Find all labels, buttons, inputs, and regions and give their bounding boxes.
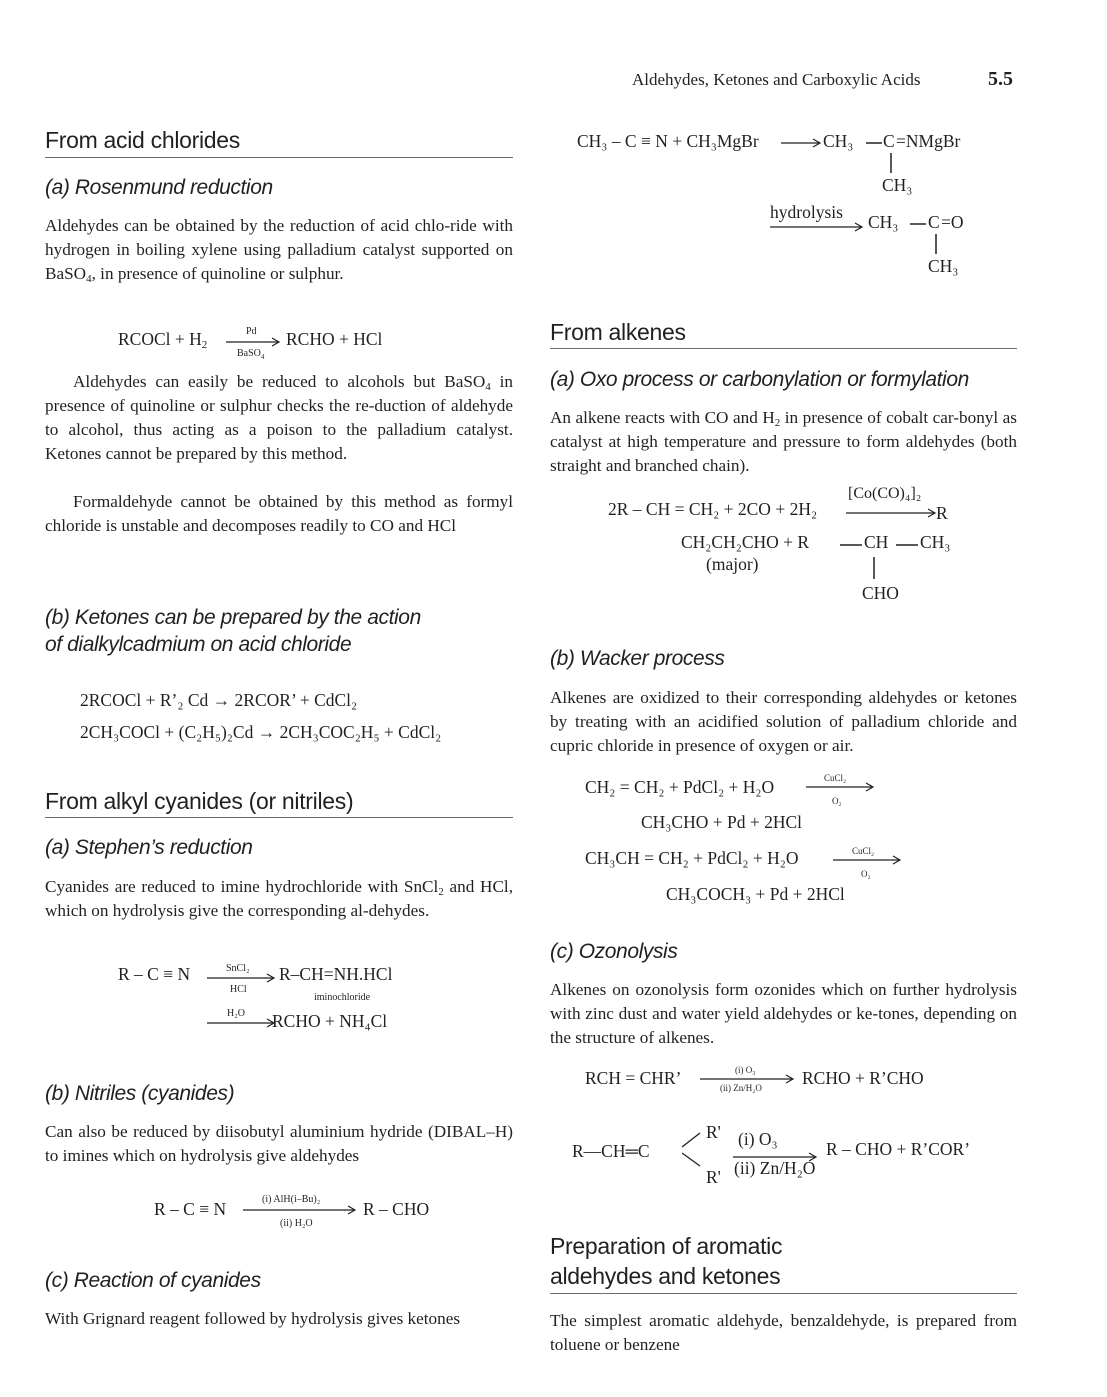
oxo-catalyst: [Co(CO)₄]₂ — [848, 485, 922, 502]
subsection-title-reaction-of-cyanides: (c) Reaction of cyanides — [45, 1269, 261, 1292]
section-title-aromatic: Preparation of aromatic aldehydes and ketones — [550, 1233, 783, 1289]
ozonolysis-equation-2-right: R – CHO + R’COR’ — [826, 1139, 971, 1159]
reaction-of-cyanides-paragraph: With Grignard reagent followed by hydrolysis gives ketones — [45, 1309, 461, 1328]
bond-line — [840, 543, 862, 547]
oxo-paragraph: An alkene reacts with CO and $H_2$ in presence of cobalt car-bonyl as catalyst at high temperature and pressure to form aldehydes (both straight and branched chain). — [550, 408, 1017, 475]
dibal-catalyst-top: (i) AlH(i–Bu)₂ — [262, 1194, 321, 1205]
rosenmund-paragraph: Aldehydes can be obtained by the reduction of acid chlo-ride with hydrogen in boiling xylene using palladium catalyst supported on BaSO$_4$, in presence of quinoline or sulphur. — [45, 216, 513, 285]
subsection-title-rosenmund: (a) Rosenmund reduction — [45, 176, 273, 199]
reaction-arrow — [207, 1018, 277, 1028]
grignard-equation-left: CH₃ – C ≡ N + CH₃MgBr — [577, 131, 759, 151]
reaction-arrow — [207, 973, 277, 983]
wacker-catalyst-bottom: O₂ — [861, 869, 871, 879]
ozonolysis-substituent-bottom: R' — [706, 1167, 721, 1187]
ozonolysis-reagent-top: (i) O₃ — [738, 1129, 778, 1149]
ketone-product-oxygen: =O — [941, 212, 964, 232]
reaction-arrow — [846, 508, 938, 518]
hydrolysis-label: hydrolysis — [770, 202, 843, 222]
oxo-product-ch3: CH₃ — [920, 532, 951, 552]
reaction-arrow — [770, 222, 865, 232]
subsection-title-oxo: (a) Oxo process or carbonylation or formylation — [550, 368, 969, 391]
ozonolysis-alkene-structure: R—CH═C — [572, 1141, 650, 1161]
stephen-equation-right: R–CH=NH.HCl — [279, 964, 393, 984]
rosenmund-equation-left: RCOCl + $H_2$ — [118, 329, 208, 351]
ozonolysis-equation-1-right: RCHO + R’CHO — [802, 1068, 924, 1088]
stephen-intermediate-label: iminochloride — [314, 992, 371, 1003]
running-title: Aldehydes, Ketones and Carboxylic Acids — [632, 70, 921, 89]
section-title-alkenes: From alkenes — [550, 319, 686, 345]
ketone-product-substituent: CH₃ — [928, 256, 959, 276]
rosenmund-catalyst-bottom: BaSO$_4$ — [237, 348, 265, 361]
ozonolysis-paragraph: Alkenes on ozonolysis form ozonides which on further hydrolysis with zinc dust and water yield aldehydes or ke-tones, depending on the structure of alkenes. — [550, 980, 1017, 1047]
stephen-equation-left: R – C ≡ N — [118, 964, 191, 984]
ozonolysis-substituent-top: R' — [706, 1122, 721, 1142]
wacker-catalyst-top: CuCl₂ — [824, 773, 847, 783]
stephen-catalyst-water: H₂O — [227, 1008, 245, 1019]
section-rule — [45, 817, 513, 818]
bond-line — [866, 141, 882, 145]
oxo-product-straight: CH₂CH₂CHO + R — [681, 532, 810, 552]
page-number: 5.5 — [988, 68, 1013, 90]
wacker-equation-1-left: CH₂ = CH₂ + PdCl₂ + H₂O — [585, 777, 775, 797]
section-title-acid-chlorides: From acid chlorides — [45, 127, 240, 153]
ozonolysis-reagent-bottom: (ii) Zn/H₂O — [734, 1158, 816, 1178]
oxo-product-cho: CHO — [862, 583, 899, 603]
subsection-title-nitriles: (b) Nitriles (cyanides) — [45, 1082, 235, 1105]
section-rule — [550, 1293, 1017, 1294]
wacker-catalyst-bottom: O₂ — [832, 796, 842, 806]
ozonolysis-catalyst-top: (i) O₃ — [735, 1065, 756, 1075]
reaction-arrow — [243, 1205, 358, 1215]
stephen-catalyst-bottom: HCl — [230, 984, 247, 995]
reaction-arrow — [806, 782, 876, 792]
stephen-equation-product: RCHO + NH₄Cl — [272, 1011, 388, 1031]
section-title-cyanides: From alkyl cyanides (or nitriles) — [45, 788, 354, 814]
subsection-title-stephen: (a) Stephen’s reduction — [45, 836, 253, 859]
ozonolysis-equation-1-left: RCH = CHR’ — [585, 1068, 682, 1088]
wacker-paragraph: Alkenes are oxidized to their corresponding aldehydes or ketones by treating with an acidified solution of palladium chloride and cupric chloride in presence of oxygen or air. — [550, 688, 1017, 755]
rosenmund-paragraph-2: Aldehydes can easily be reduced to alcohols but BaSO$_4$ in presence of quinoline or sulphur checks the re-duction of aldehyde to alcohol, thus acting as a poison to the palladium catalyst. Ketones cannot be prepared by this method. — [45, 372, 513, 463]
subsection-title-dialkylcadmium: (b) Ketones can be prepared by the action of dialkylcadmium on acid chloride — [45, 606, 421, 657]
stephen-paragraph: Cyanides are reduced to imine hydrochloride with SnCl$_2$ and HCl, which on hydrolysis give the corresponding al-dehydes. — [45, 877, 513, 920]
grignard-product-ch3: CH₃ — [823, 131, 854, 151]
oxo-equation-left: 2R – CH = CH₂ + 2CO + 2H₂ — [608, 499, 818, 519]
wacker-catalyst-top: CuCl₂ — [852, 846, 875, 856]
stephen-catalyst-top: SnCl₂ — [226, 963, 250, 974]
section-rule — [550, 348, 1017, 349]
grignard-product-carbon: C — [883, 131, 895, 151]
subsection-title-wacker: (b) Wacker process — [550, 647, 725, 670]
reaction-arrow — [226, 337, 282, 347]
oxo-r-group: R — [936, 503, 948, 523]
ketone-product-ch3: CH₃ — [868, 212, 899, 232]
reaction-arrow — [833, 855, 903, 865]
wacker-equation-2-left: CH₃CH = CH₂ + PdCl₂ + H₂O — [585, 848, 799, 868]
grignard-product-nmgbr: =NMgBr — [896, 131, 961, 151]
subsection-title-ozonolysis: (c) Ozonolysis — [550, 940, 678, 963]
section-rule — [45, 157, 513, 158]
bond-line — [680, 1130, 704, 1168]
aromatic-paragraph: The simplest aromatic aldehyde, benzaldehyde, is prepared from toluene or benzene — [550, 1311, 1017, 1354]
ozonolysis-catalyst-bottom: (ii) Zn/H₂O — [720, 1083, 762, 1093]
bond-line — [896, 543, 918, 547]
oxo-major-label: (major) — [706, 554, 759, 574]
ketone-product-carbon: C — [928, 212, 940, 232]
dibal-equation-left: R – C ≡ N — [154, 1199, 227, 1219]
bond-line — [889, 153, 893, 173]
grignard-product-substituent: CH₃ — [882, 175, 913, 195]
bond-line — [934, 234, 938, 254]
bond-line — [910, 222, 926, 226]
dialkylcadmium-equation-1: 2RCOCl + R’₂ Cd → 2RCOR’ + CdCl₂ — [80, 690, 358, 710]
reaction-arrow — [781, 138, 823, 148]
rosenmund-equation-right: RCHO + HCl — [286, 329, 383, 349]
dibal-catalyst-bottom: (ii) H₂O — [280, 1218, 313, 1229]
rosenmund-catalyst-top: Pd — [246, 326, 257, 337]
wacker-equation-2-product: CH₃COCH₃ + Pd + 2HCl — [666, 884, 845, 904]
dibal-equation-right: R – CHO — [363, 1199, 430, 1219]
rosenmund-paragraph-3: Formaldehyde cannot be obtained by this method as formyl chloride is unstable and decomposes readily to CO and HCl — [45, 492, 513, 535]
wacker-equation-1-product: CH₃CHO + Pd + 2HCl — [641, 812, 803, 832]
oxo-product-ch: CH — [864, 532, 889, 552]
nitriles-paragraph: Can also be reduced by diisobutyl aluminium hydride (DIBAL–H) to imines which on hydrolysis give aldehydes — [45, 1122, 513, 1165]
dialkylcadmium-equation-2: 2CH₃COCl + (C₂H₅)₂Cd → 2CH₃COC₂H₅ + CdCl₂ — [80, 722, 442, 742]
bond-line — [872, 557, 876, 579]
